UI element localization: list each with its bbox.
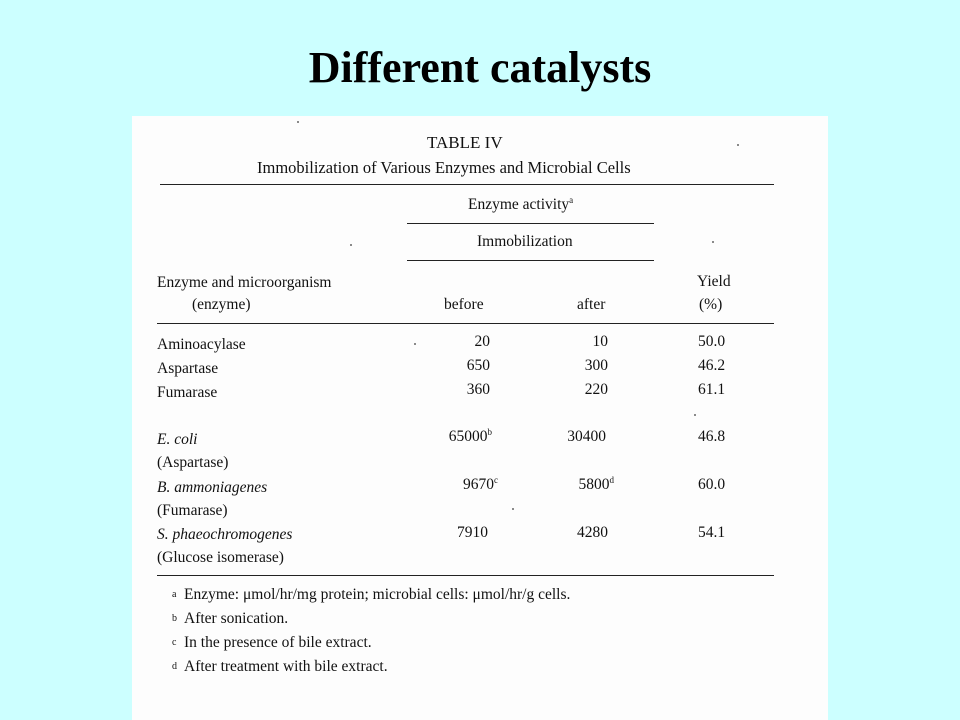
- scan-speck: [737, 144, 739, 146]
- row-after: 300: [584, 357, 608, 374]
- column-header-enzyme: Enzyme and microorganism: [157, 274, 332, 291]
- footnote: c In the presence of bile extract.: [172, 634, 372, 651]
- column-header-yield: Yield: [697, 273, 731, 290]
- row-before: 650: [466, 357, 490, 374]
- row-organism: B. ammoniagenes: [157, 479, 268, 496]
- row-yield: 61.1: [698, 381, 726, 398]
- scan-speck: [297, 121, 299, 123]
- row-enzyme: (Aspartase): [157, 454, 229, 471]
- row-enzyme: (Glucose isomerase): [157, 549, 284, 566]
- column-header-after: after: [577, 296, 606, 313]
- row-before: 65000$^b$: [448, 426, 492, 445]
- row-name: Fumarase: [157, 384, 218, 401]
- row-before: 20: [474, 333, 490, 350]
- row-organism: S. phaeochromogenes: [157, 526, 293, 543]
- column-header-enzyme-sub: (enzyme): [192, 296, 251, 313]
- table-label: TABLE IV: [427, 133, 503, 152]
- immobilization-rule: [407, 260, 654, 261]
- row-yield: 50.0: [698, 333, 726, 350]
- top-rule: [160, 184, 774, 185]
- footnote: a Enzyme: μmol/hr/mg protein; microbial cells: μmol/hr/g cells.: [172, 586, 571, 603]
- row-before: 9670$^c$: [463, 474, 498, 493]
- row-before: 360: [466, 381, 490, 398]
- slide-title: Different catalysts: [308, 43, 652, 92]
- scan-speck: [512, 508, 514, 510]
- row-yield: 46.8: [698, 428, 726, 445]
- bottom-rule: [157, 575, 774, 576]
- row-yield: 46.2: [698, 357, 726, 374]
- row-name: Aspartase: [157, 360, 219, 377]
- row-after: 5800$^d$: [578, 474, 614, 493]
- row-organism: E. coli: [157, 431, 198, 448]
- header-rule: [157, 323, 774, 324]
- row-after: 4280: [577, 524, 608, 541]
- enzyme-activity-header: Enzyme activity$^a$: [468, 194, 574, 213]
- scan-speck: [350, 244, 352, 246]
- row-yield: 54.1: [698, 524, 726, 541]
- scanned-table-image: [132, 116, 828, 720]
- immobilization-header: Immobilization: [477, 233, 573, 250]
- row-enzyme: (Fumarase): [157, 502, 228, 519]
- scan-speck: [414, 343, 416, 345]
- row-after: 10: [592, 333, 608, 350]
- scan-speck: [712, 241, 714, 243]
- column-header-yield-unit: (%): [699, 296, 723, 313]
- footnote: d After treatment with bile extract.: [172, 658, 388, 675]
- enzyme-activity-rule: [407, 223, 654, 224]
- table-caption: Immobilization of Various Enzymes and Microbial Cells: [257, 158, 631, 177]
- row-yield: 60.0: [698, 476, 726, 493]
- row-after: 30400: [567, 428, 606, 445]
- row-before: 7910: [457, 524, 488, 541]
- scan-speck: [694, 414, 696, 416]
- row-after: 220: [584, 381, 608, 398]
- column-header-before: before: [444, 296, 484, 313]
- footnote: b After sonication.: [172, 610, 289, 627]
- row-name: Aminoacylase: [157, 336, 246, 353]
